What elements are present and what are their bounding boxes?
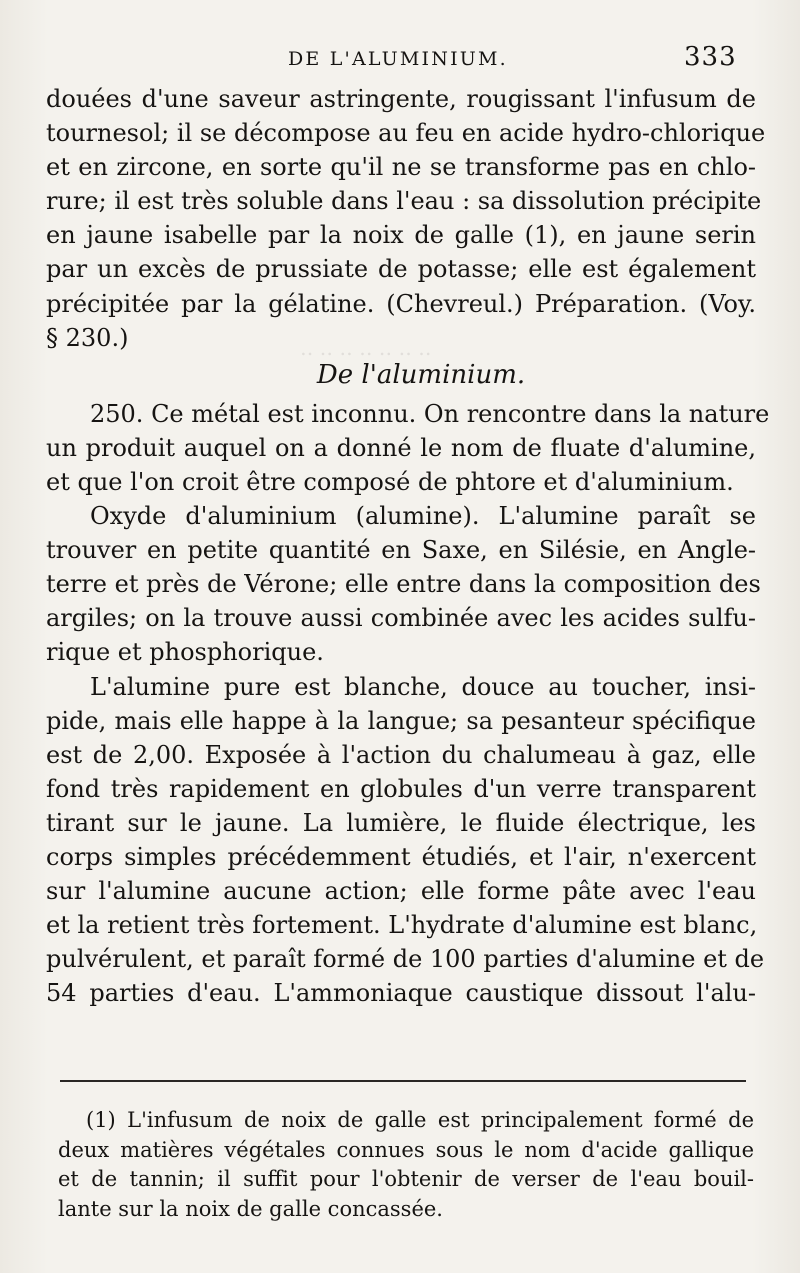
- page-header: [0, 40, 800, 80]
- paragraph-oxyde: [46, 499, 761, 669]
- text-line: et en zircone, en sorte qu'il ne se transforme pas en chlo-: [46, 153, 756, 182]
- text-line: trouver en petite quantité en Saxe, en Silésie, en Angle-: [46, 536, 756, 565]
- text-line: fond très rapidement en globules d'un verre transparent: [46, 774, 756, 803]
- text-line: rique et phosphorique.: [46, 638, 324, 667]
- text-line: sur l'alumine aucune action; elle forme pâte avec l'eau: [46, 877, 756, 906]
- text-line: un produit auquel on a donné le nom de fluate d'alumine,: [46, 433, 756, 462]
- text-line: § 230.): [46, 323, 129, 352]
- section-title: De l'aluminium.: [316, 359, 526, 390]
- paragraph-zircone: [46, 82, 766, 355]
- main-text: [46, 82, 770, 1010]
- text-line: douées d'une saveur astringente, rougissant l'infusum de: [46, 85, 756, 113]
- text-line: rure; il est très soluble dans l'eau : sa dissolution précipite: [46, 187, 762, 216]
- text-line: tirant sur le jaune. La lumière, le fluide électrique, les: [46, 808, 756, 837]
- page-number: 333: [684, 42, 737, 72]
- footnote-line: deux matières végétales connues sous le nom d'acide gallique: [58, 1137, 754, 1162]
- text-line: et que l'on croit être composé de phtore et d'aluminium.: [46, 467, 734, 496]
- paragraph-250: [46, 397, 770, 499]
- text-line: pide, mais elle happe à la langue; sa pesanteur spécifique: [46, 706, 756, 735]
- text-line: et la retient très fortement. L'hydrate d'alumine est blanc,: [46, 911, 758, 940]
- show-through-text: ‥ ‥ ‥ ‥ ‥ ‥ ‥: [300, 336, 432, 360]
- text-line: tournesol; il se décompose au feu en acide hydro-chlorique: [46, 119, 766, 148]
- text-line: 250. Ce métal est inconnu. On rencontre dans la nature: [90, 399, 770, 428]
- text-line: pulvérulent, et paraît formé de 100 parties d'alumine et de: [46, 945, 765, 974]
- footnote-line: et de tannin; il suffit pour l'obtenir de verser de l'eau bouil-: [58, 1167, 754, 1191]
- footnote-line: lante sur la noix de galle concassée.: [58, 1196, 443, 1221]
- footnote-line: (1) L'infusum de noix de galle est principalement formé de: [86, 1108, 754, 1132]
- text-line: terre et près de Vérone; elle entre dans la composition des: [46, 570, 761, 599]
- text-line: argiles; on la trouve aussi combinée avec les acides sulfu-: [46, 604, 756, 633]
- paragraph-alumine-pure: [46, 670, 765, 1011]
- text-line: par un excès de prussiate de potasse; elle est également: [46, 255, 756, 284]
- text-line: précipitée par la gélatine. (Chevreul.) Préparation. (Voy.: [46, 289, 756, 318]
- text-line: L'alumine pure est blanche, douce au toucher, insi-: [90, 672, 756, 701]
- footnote: [58, 1106, 754, 1224]
- text-line: Oxyde d'aluminium (alumine). L'alumine paraît se: [90, 502, 756, 531]
- running-head: DE L'ALUMINIUM.: [288, 48, 508, 70]
- text-line: corps simples précédemment étudiés, et l'air, n'exercent: [46, 842, 756, 871]
- text-line: en jaune isabelle par la noix de galle (1), en jaune serin: [46, 221, 756, 250]
- text-line: 54 parties d'eau. L'ammoniaque caustique dissout l'alu-: [46, 979, 756, 1008]
- text-line: est de 2,00. Exposée à l'action du chalumeau à gaz, elle: [46, 740, 756, 769]
- footnote-rule: [60, 1080, 746, 1082]
